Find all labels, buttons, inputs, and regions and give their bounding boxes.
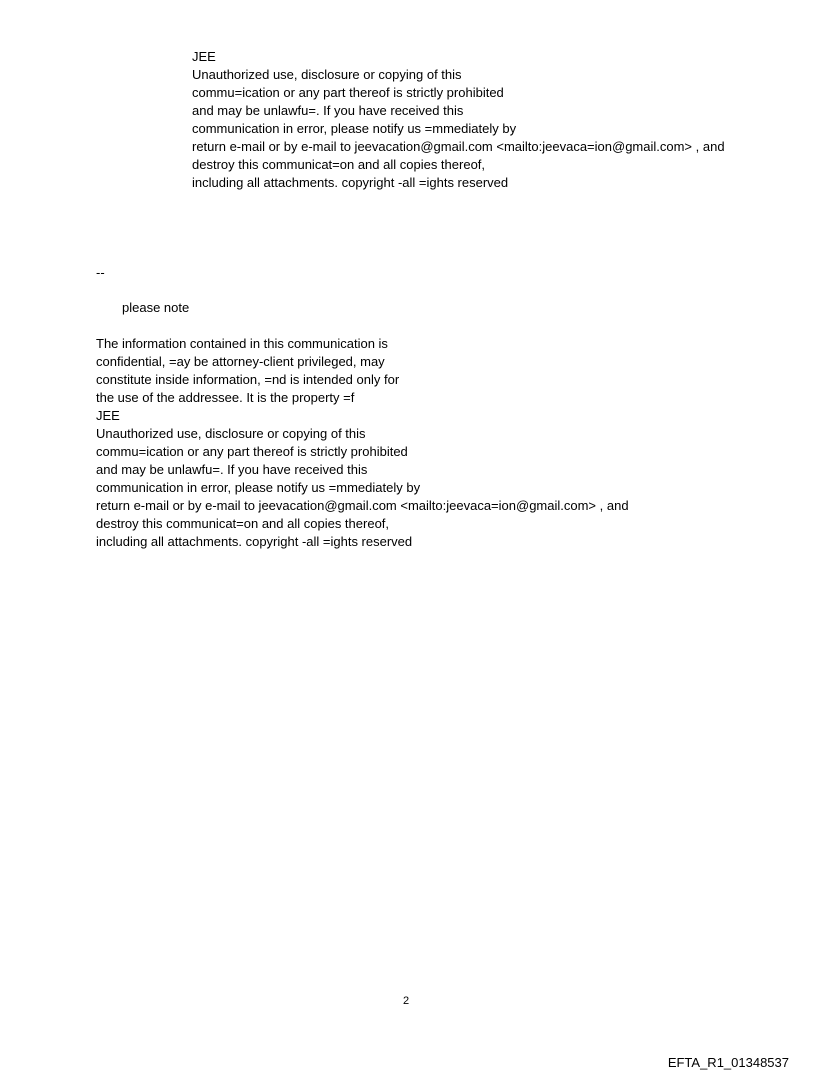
lower-line-4: the use of the addressee. It is the property =f xyxy=(96,390,355,405)
lower-line-10: return e-mail or by e-mail to jeevacation@gmail.com <mailto:jeevaca=ion@gmail.com> , and xyxy=(96,498,629,513)
lower-line-12: including all attachments. copyright -all =ights reserved xyxy=(96,534,413,549)
lower-line-11: destroy this communicat=on and all copies thereof, xyxy=(96,516,390,531)
upper-line-1: JEE xyxy=(192,49,216,64)
note-heading: please note xyxy=(122,300,190,315)
lower-line-7: commu=ication or any part thereof is strictly prohibited xyxy=(96,444,408,459)
upper-line-5: communication in error, please notify us =mmediately by xyxy=(192,121,517,136)
lower-line-5: JEE xyxy=(96,408,120,423)
upper-line-7: destroy this communicat=on and all copies thereof, xyxy=(192,157,486,172)
lower-line-6: Unauthorized use, disclosure or copying of this xyxy=(96,426,366,441)
lower-line-3: constitute inside information, =nd is intended only for xyxy=(96,372,400,387)
upper-line-3: commu=ication or any part thereof is strictly prohibited xyxy=(192,85,504,100)
lower-line-8: and may be unlawfu=. If you have received this xyxy=(96,462,368,477)
upper-line-6: return e-mail or by e-mail to jeevacation@gmail.com <mailto:jeevaca=ion@gmail.com> , and xyxy=(192,139,725,154)
upper-line-8: including all attachments. copyright -all =ights reserved xyxy=(192,175,509,190)
document-id: EFTA_R1_01348537 xyxy=(667,1055,789,1070)
lower-line-9: communication in error, please notify us =mmediately by xyxy=(96,480,421,495)
upper-line-2: Unauthorized use, disclosure or copying of this xyxy=(192,67,462,82)
lower-line-2: confidential, =ay be attorney-client privileged, may xyxy=(96,354,385,369)
lower-line-1: The information contained in this communication is xyxy=(96,336,388,351)
page-number: 2 xyxy=(403,995,410,1007)
signature-separator: -- xyxy=(96,265,105,280)
upper-line-4: and may be unlawfu=. If you have received this xyxy=(192,103,464,118)
